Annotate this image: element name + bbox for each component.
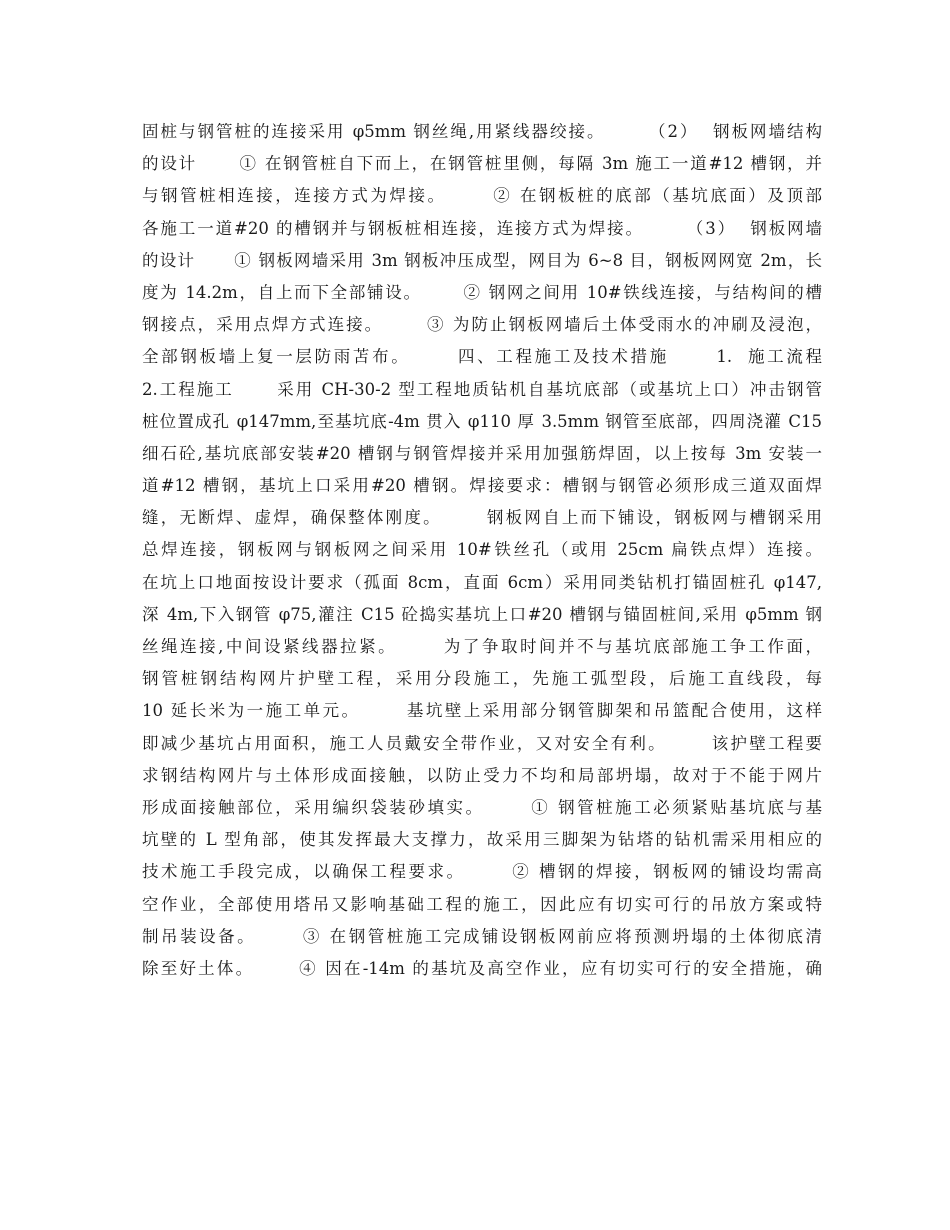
text-line: 道#12 槽钢，基坑上口采用#20 槽钢。焊接要求：槽钢与钢管必须形成三道双面焊 — [142, 476, 822, 496]
text-line: 丝绳连接,中间设紧线器拉紧。 为了争取时间并不与基坑底部施工争工作面， — [142, 637, 822, 656]
text-line: 的设计 ① 在钢管桩自下而上，在钢管桩里侧，每隔 3m 施工一道#12 槽钢，并 — [142, 154, 822, 174]
text-line: 钢接点，采用点焊方式连接。 ③ 为防止钢板网墙后土体受雨水的冲刷及浸泡， — [142, 315, 822, 335]
text-line: 与钢管桩相连接，连接方式为焊接。 ② 在钢板桩的底部（基坑底面）及顶部 — [142, 186, 822, 206]
text-line: 钢管桩钢结构网片护壁工程，采用分段施工，先施工弧型段，后施工直线段，每 — [142, 669, 822, 689]
text-line: 即减少基坑占用面积，施工人员戴安全带作业，又对安全有利。 该护壁工程要 — [142, 733, 822, 753]
text-line: 全部钢板墙上复一层防雨苫布。 四、工程施工及技术措施 1. 施工流程 — [142, 347, 822, 367]
body-text — [142, 116, 822, 985]
text-line: 总焊连接，钢板网与钢板网之间采用 10#铁丝孔（或用 25cm 扁铁点焊）连接。 — [142, 540, 822, 560]
text-line: 10 延长米为一施工单元。 基坑壁上采用部分钢管脚架和吊篮配合使用，这样 — [142, 701, 822, 721]
text-line: 细石砼,基坑底部安装#20 槽钢与钢管焊接并采用加强筋焊固，以上按每 3m 安装一 — [142, 443, 822, 463]
text-line: 的设计 ① 钢板网墙采用 3m 钢板冲压成型，网目为 6~8 目，钢板网网宽 2m，长 — [142, 250, 822, 270]
text-line: 除至好土体。 ④ 因在-14m 的基坑及高空作业，应有切实可行的安全措施，确 — [142, 958, 822, 978]
text-line: 缝，无断焊、虚焊，确保整体刚度。 钢板网自上而下铺设，钢板网与槽钢采用 — [142, 508, 822, 528]
text-line: 固桩与钢管桩的连接采用 φ5mm 钢丝绳,用紧线器绞接。 （2） 钢板网墙结构 — [142, 122, 822, 141]
text-line: 2.工程施工 采用 CH-30-2 型工程地质钻机自基坑底部（或基坑上口）冲击钢管 — [142, 379, 822, 399]
text-line: 求钢结构网片与土体形成面接触，以防止受力不均和局部坍塌，故对于不能于网片 — [142, 765, 822, 785]
text-line: 技术施工手段完成，以确保工程要求。 ② 槽钢的焊接，钢板网的铺设均需高 — [142, 862, 822, 882]
text-line: 在坑上口地面按设计要求（孤面 8cm，直面 6cm）采用同类钻机打锚固桩孔 φ147, — [142, 572, 822, 592]
text-line: 制吊装设备。 ③ 在钢管桩施工完成铺设钢板网前应将预测坍塌的土体彻底清 — [142, 926, 822, 946]
text-line: 桩位置成孔 φ147mm,至基坑底-4m 贯入 φ110 厚 3.5mm 钢管至底部，四周浇灌 C15 — [142, 411, 822, 431]
text-line: 形成面接触部位，采用编织袋装砂填实。 ① 钢管桩施工必须紧贴基坑底与基 — [142, 797, 822, 817]
text-line: 度为 14.2m，自上而下全部铺设。 ② 钢网之间用 10#铁线连接，与结构间的槽 — [142, 282, 822, 302]
text-line: 深 4m,下入钢管 φ75,灌注 C15 砼捣实基坑上口#20 槽钢与锚固桩间,采用 φ5mm 钢 — [142, 604, 822, 624]
text-line: 坑壁的 L 型角部，使其发挥最大支撑力，故采用三脚架为钻塔的钻机需采用相应的 — [142, 830, 822, 850]
text-line: 空作业，全部使用塔吊又影响基础工程的施工，因此应有切实可行的吊放方案或特 — [142, 894, 822, 914]
text-line: 各施工一道#20 的槽钢并与钢板桩相连接，连接方式为焊接。 （3） 钢板网墙 — [142, 218, 822, 238]
